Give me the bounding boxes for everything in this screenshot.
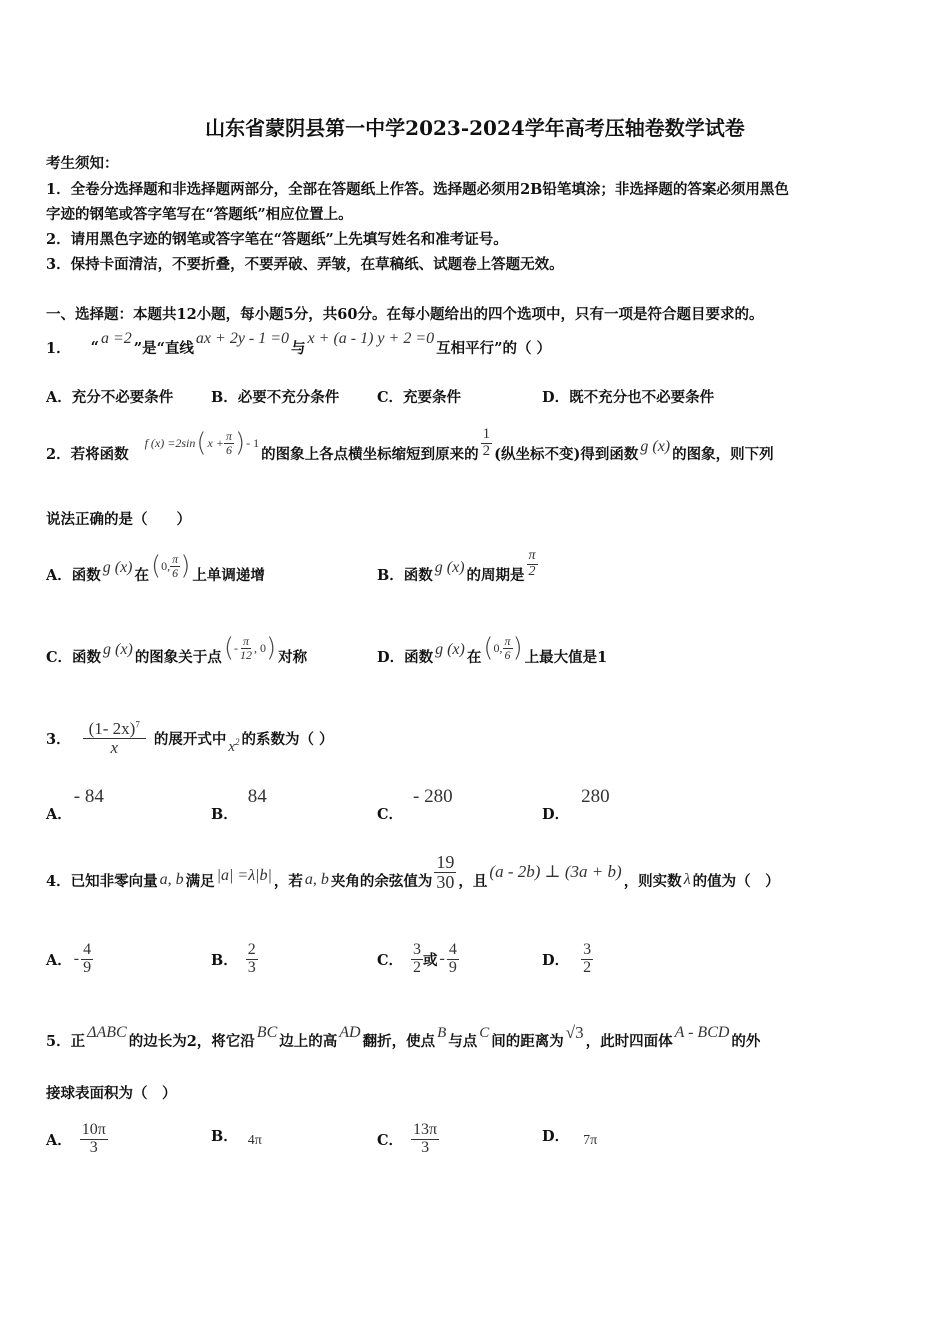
q2-option-c[interactable]: C．函数 g (x) 的图象关于点 ( - $\frac{\pi}{12}$ , 0 ) 对称 [46, 633, 308, 666]
q1-text: “ [90, 338, 99, 356]
q1-math-a: a =2 [100, 330, 132, 347]
q2-option-b[interactable]: B．函数 g (x) 的周期是 $\frac{\pi}{2}$ [377, 547, 536, 584]
q5-text-2: 接球表面积为（ ） [46, 1085, 177, 1102]
q5-option-b[interactable]: B． 4π [211, 1127, 262, 1148]
q3-option-c[interactable]: C． - 280 [377, 786, 453, 823]
q2-option-a[interactable]: A．函数 g (x) 在 ( 0, $\frac{\pi}{6}$ ) 上单调递增 [46, 551, 265, 584]
q4-cosine: $\frac{19}{30}$ [436, 851, 455, 892]
notice-line-1b: 字迹的钢笔或答字笔写在“答题纸”相应位置上。 [46, 206, 353, 223]
q3-x-squared: $x^2$ [228, 736, 240, 755]
section-heading: 一、选择题：本题共12小题，每小题5分，共60分。在每小题给出的四个选项中，只有一项是符合题目要求的。 [46, 306, 764, 323]
question-2 [46, 420, 774, 486]
q4-option-b[interactable]: B． $\frac{2}{3}$ [211, 940, 256, 976]
q3-expression: $\frac{(1- 2x)^7}{x}$ [83, 720, 146, 757]
q2-interval: ( 0, $\frac{\pi}{6}$ ) [483, 633, 523, 663]
q2-text-2: 说法正确的是（ ） [46, 511, 191, 528]
q2-half: $\frac{1}{2}$ [482, 425, 491, 459]
q4-vectors: a, b [304, 871, 329, 888]
q5-triangle: ΔABC [87, 1024, 127, 1041]
q5-option-d[interactable]: D． 7π [542, 1127, 598, 1148]
q4-vectors: a, b [159, 871, 184, 888]
question-1 [46, 330, 551, 364]
notice-line-3: 3．保持卡面清洁，不要折叠，不要弄破、弄皱，在草稿纸、试题卷上答题无效。 [46, 256, 564, 273]
q1-option-c[interactable]: C．充要条件 [377, 389, 462, 406]
q2-interval: ( 0, $\frac{\pi}{6}$ ) [151, 551, 191, 581]
q1-text: 与 [291, 339, 306, 357]
q1-text: ”是“直线 [133, 339, 194, 357]
q2-text: 2．若将函数 [46, 445, 129, 463]
q4-option-d[interactable]: D． $\frac{3}{2}$ [542, 940, 592, 976]
notice-line-2: 2．请用黑色字迹的钢笔或答字笔在“答题纸”上先填写姓名和准考证号。 [46, 231, 508, 248]
q2-period: $\frac{\pi}{2}$ [528, 547, 536, 579]
q5-option-a[interactable]: A． $\frac{10\pi}{3}$ [46, 1120, 106, 1156]
q4-perpendicular: (a - 2b) ⊥ (3a + b) [489, 862, 622, 881]
question-4: 4．已知非零向量 a, b 满足 |a| =λ|b| ，若 a, b 夹角的余弦值为 $\frac{19}{30}$ ，且 (a - 2b) ⊥ (3a + b) ，则实数 λ 的值为（ ） [46, 851, 780, 892]
q3-option-d[interactable]: D． 280 [542, 786, 610, 823]
q4-lambda: λ [683, 871, 691, 888]
q2-text: 的图象上各点横坐标缩短到原来的 [261, 445, 479, 463]
q4-option-c[interactable]: C． $\frac{3}{2}$ 或 - $\frac{4}{9}$ [377, 940, 457, 976]
q2-function-f: f (x) =2sin ( x + $\frac{\pi}{6}$ ) - 1 [144, 428, 260, 458]
page-title: 山东省蒙阴县第一中学2023-2024学年高考压轴卷数学试卷 [205, 116, 745, 140]
q3-option-b[interactable]: B． 84 [211, 786, 267, 823]
q4-option-a[interactable]: A． - $\frac{4}{9}$ [46, 940, 92, 976]
q1-option-d[interactable]: D．既不充分也不必要条件 [542, 389, 715, 406]
q5-option-c[interactable]: C． $\frac{13\pi}{3}$ [377, 1120, 438, 1156]
q1-option-a[interactable]: A．充分不必要条件 [46, 389, 174, 406]
q2-text: 的图象，则下列 [672, 445, 774, 463]
q2-point: ( - $\frac{\pi}{12}$ , 0 ) [223, 633, 277, 663]
q2-text: (纵坐标不变)得到函数 [494, 445, 639, 463]
q3-option-a[interactable]: A． - 84 [46, 786, 104, 823]
q5-sqrt3: √3 [565, 1023, 584, 1042]
q2-option-d[interactable]: D．函数 g (x) 在 ( 0, $\frac{\pi}{6}$ ) 上最大值是1 [377, 633, 608, 666]
q1-line-1: ax + 2y - 1 =0 [195, 330, 290, 347]
q1-number: 1． [46, 339, 71, 357]
q1-line-2: x + (a - 1) y + 2 =0 [307, 330, 435, 347]
q1-option-b[interactable]: B．必要不充分条件 [211, 389, 340, 406]
q5-tetrahedron: A - BCD [674, 1024, 730, 1041]
q1-text: 互相平行”的（ ） [436, 339, 552, 357]
notice-heading: 考生须知： [46, 155, 119, 172]
question-3: 3． $\frac{(1- 2x)^7}{x}$ 的展开式中 $x^2$ 的系数为（ ） [46, 718, 334, 757]
question-5: 5．正 ΔABC 的边长为2，将它沿 BC 边上的高 AD 翻折，使点 B 与点 C 间的距离为 √3 ，此时四面体 A - BCD 的外 [46, 1023, 761, 1050]
q2-function-g: g (x) [640, 438, 671, 455]
q4-condition: |a| =λ|b| [216, 867, 272, 884]
notice-line-1a: 1．全卷分选择题和非选择题两部分，全部在答题纸上作答。选择题必须用2B铅笔填涂；非选择题的答案必须用黑色 [46, 181, 789, 198]
